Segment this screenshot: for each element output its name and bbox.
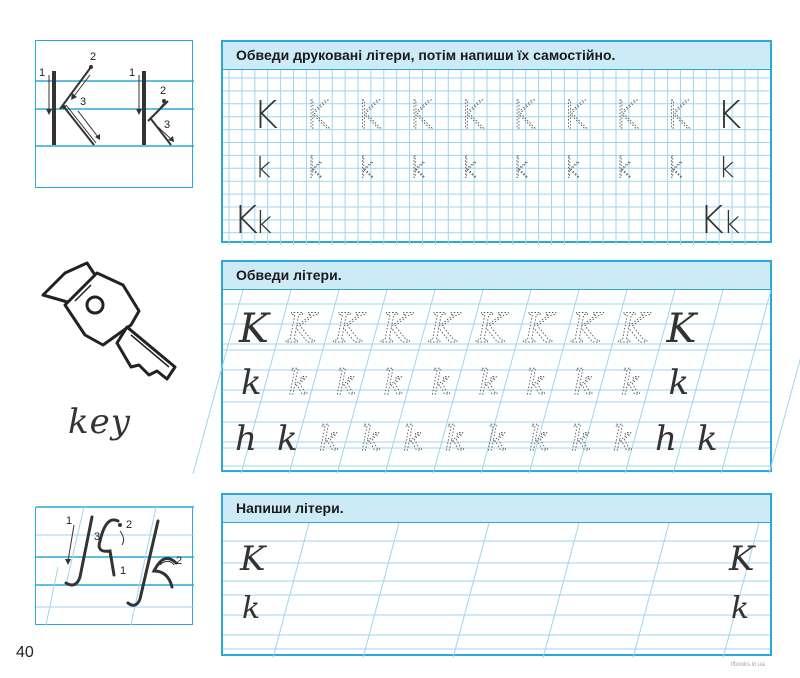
trace-script-connection: h [655,419,677,459]
sample-letter: k [731,591,750,626]
trace-letter-upper: K [407,93,433,137]
trace-letter-lower: k [255,151,272,184]
sample-letter: K [729,539,755,579]
trace-letter-lower: k [564,151,581,184]
exercise-3-instruction: Напиши літери. [223,495,770,523]
trace-script-connection: k [445,419,466,459]
trace-script-connection: k [361,419,382,459]
sample-letter: K [240,539,266,579]
trace-letter-upper: K [613,93,639,137]
trace-letter-upper: K [253,93,278,137]
stroke-number: 3 [164,119,171,131]
trace-script-connection: k [697,419,718,459]
trace-script-connection: k [277,419,298,459]
trace-script-lower: k [621,363,642,403]
printed-guide-lines [36,41,194,189]
trace-letter-upper: K [356,93,381,137]
key-word: key [68,402,131,442]
trace-letter-upper: K [304,93,330,137]
printed-lower-k-diagram [136,71,174,145]
sample-letter: k [242,591,261,626]
trace-letter-lower: k [667,151,684,184]
exercise-1-panel [221,40,772,243]
trace-script-upper: K [476,306,507,352]
key-icon [35,255,180,385]
trace-script-connection: k [487,419,508,459]
model-letter: K [233,198,258,242]
trace-script-lower: k [573,363,595,403]
page-number: 40 [16,644,34,661]
trace-script-connection: k [319,419,340,459]
trace-script-connection: k [613,419,634,459]
trace-letter-lower: k [461,151,478,184]
stroke-number: 3 [94,531,101,543]
exercise-3-panel [221,493,772,656]
trace-letter-lower: k [718,151,735,184]
key-illustration [35,255,180,385]
trace-letter-lower: k [512,151,529,184]
trace-letter-upper: K [716,93,742,137]
trace-script-upper: K [666,306,697,352]
trace-script-upper: K [239,306,269,352]
stroke-number: 1 [66,515,73,527]
trace-script-connection: k [571,419,592,459]
trace-script-lower: k [668,363,690,403]
printed-upper-k-diagram [46,67,100,145]
trace-script-lower: k [241,363,262,403]
trace-script-upper: K [524,306,554,352]
model-letter: K [699,198,724,242]
exercise-3-lines [223,523,770,658]
stroke-number: 2 [160,85,167,97]
trace-letter-upper: K [510,93,536,137]
trace-letter-lower: k [615,151,632,184]
exercise-1-instruction: Обведи друковані літери, потім напиши їх самостійно. [223,42,770,70]
stroke-number: 2 [126,519,133,531]
script-guide-lines [36,507,194,625]
printed-stroke-guide [35,40,193,188]
stroke-number: 1 [39,67,46,79]
trace-letter-upper: K [665,93,690,137]
trace-script-connection: h [235,419,257,459]
trace-letter-lower: k [306,151,323,184]
exercise-2-panel [221,260,772,472]
trace-letter-upper: K [562,93,587,137]
trace-script-lower: k [336,363,357,403]
trace-script-connection: k [403,419,424,459]
stroke-number: 2 [90,51,97,63]
trace-script-upper: K [286,306,317,352]
stroke-number: 2 [176,555,183,567]
model-letter: k [723,206,741,241]
trace-script-upper: K [571,306,602,352]
exercise-2-instruction: Обведи літери. [223,262,770,290]
trace-script-lower: k [431,363,452,403]
stroke-number: 1 [120,565,127,577]
exercise-2-lines [223,290,770,474]
trace-script-upper: K [334,306,364,352]
trace-letter-lower: k [358,151,375,184]
trace-script-upper: K [429,306,459,352]
trace-script-upper: K [381,306,412,352]
trace-script-connection: k [529,419,550,459]
stroke-number: 3 [80,96,87,108]
trace-letter-upper: K [459,93,484,137]
trace-script-lower: k [383,363,405,403]
trace-letter-lower: k [409,151,426,184]
trace-script-lower: k [526,363,547,403]
trace-script-upper: K [619,306,649,352]
model-letter: k [255,206,273,241]
watermark: ifbooks.in.ua [731,662,765,668]
stroke-number: 1 [129,67,136,79]
trace-script-lower: k [478,363,500,403]
script-stroke-guide [35,507,193,625]
trace-script-lower: k [288,363,310,403]
exercise-1-grid [223,70,770,245]
